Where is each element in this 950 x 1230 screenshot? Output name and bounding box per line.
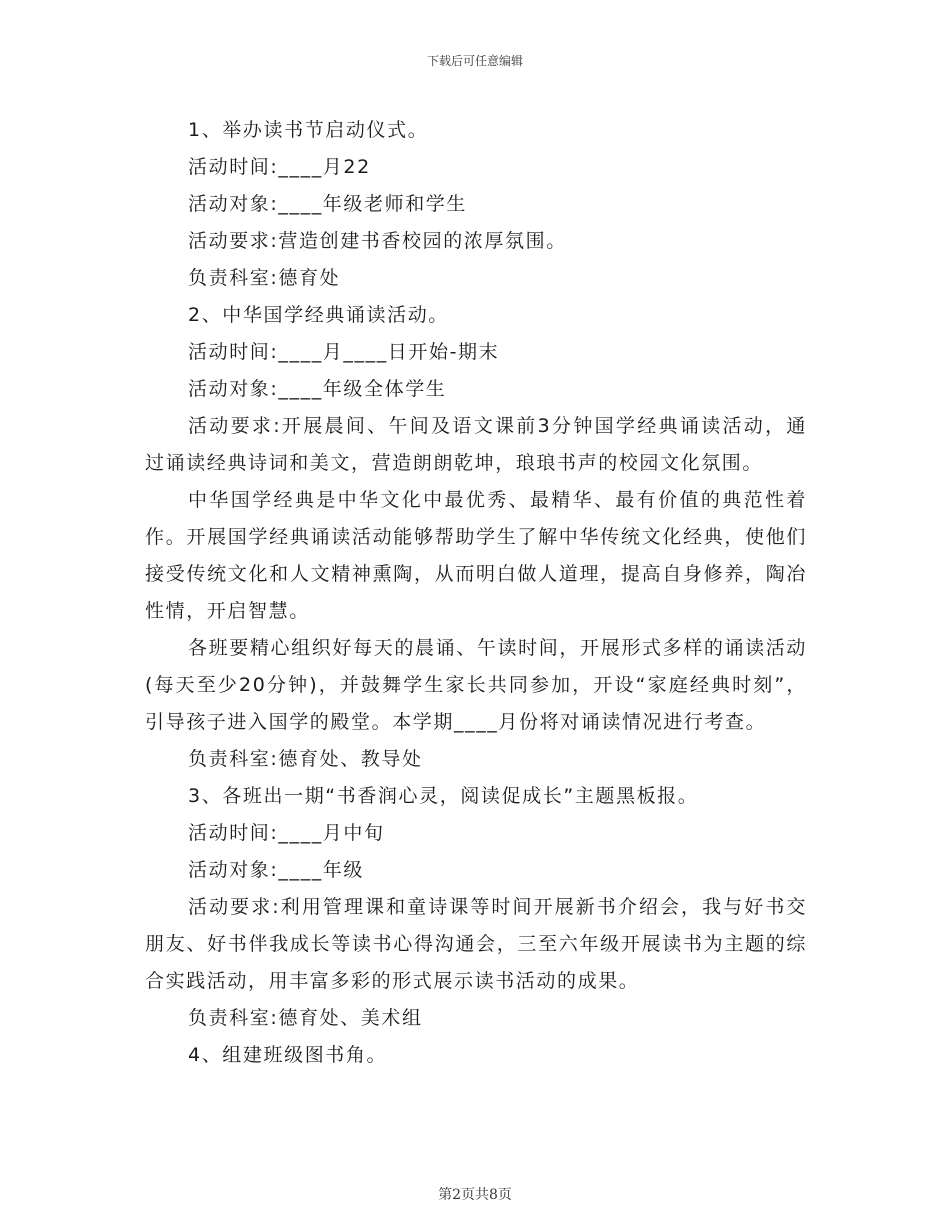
- page-footer: 第2页共8页: [438, 1187, 512, 1203]
- body-paragraph: 各班要精心组织好每天的晨诵、午读时间，开展形式多样的诵读活动(每天至少20分钟)，并鼓舞学生家长共同参加，开设“家庭经典时刻”，引导孩子进入国学的殿堂。本学期____月份将对诵读情况进行考查。: [145, 637, 807, 733]
- section-heading-3: 3、各班出一期“书香润心灵，阅读促成长”主题黑板报。: [188, 785, 699, 807]
- section-heading-2: 2、中华国学经典诵读活动。: [188, 304, 449, 326]
- responsible-office-1: 负责科室:德育处: [188, 267, 341, 289]
- responsible-office-3: 负责科室:德育处、美术组: [188, 1007, 423, 1029]
- activity-target-2: 活动对象:____年级全体学生: [188, 378, 447, 400]
- section-heading-1: 1、举办读书节启动仪式。: [188, 119, 429, 141]
- activity-target-1: 活动对象:____年级老师和学生: [188, 193, 468, 215]
- document-body: [145, 112, 807, 1074]
- activity-requirement-2: 活动要求:开展晨间、午间及语文课前3分钟国学经典诵读活动，通过诵读经典诗词和美文，营造朗朗乾坤，琅琅书声的校园文化氛围。: [145, 415, 807, 474]
- activity-requirement-1: 活动要求:营造创建书香校园的浓厚氛围。: [188, 230, 567, 252]
- activity-time-2: 活动时间:____月____日开始-期末: [188, 341, 500, 363]
- activity-target-3: 活动对象:____年级: [188, 859, 365, 881]
- activity-requirement-3: 活动要求:利用管理课和童诗课等时间开展新书介绍会，我与好书交朋友、好书伴我成长等读书心得沟通会，三至六年级开展读书为主题的综合实践活动，用丰富多彩的形式展示读书活动的成果。: [145, 896, 807, 992]
- activity-time-1: 活动时间:____月22: [188, 156, 371, 178]
- section-heading-4: 4、组建班级图书角。: [188, 1044, 388, 1066]
- activity-time-3: 活动时间:____月中旬: [188, 822, 385, 844]
- page-header: 下载后可任意编辑: [426, 54, 523, 68]
- body-paragraph: 中华国学经典是中华文化中最优秀、最精华、最有价值的典范性着作。开展国学经典诵读活动能够帮助学生了解中华传统文化经典，使他们接受传统文化和人文精神熏陶，从而明白做人道理，提高自身修养，陶冶性情，开启智慧。: [145, 489, 807, 622]
- responsible-office-2: 负责科室:德育处、教导处: [188, 748, 423, 770]
